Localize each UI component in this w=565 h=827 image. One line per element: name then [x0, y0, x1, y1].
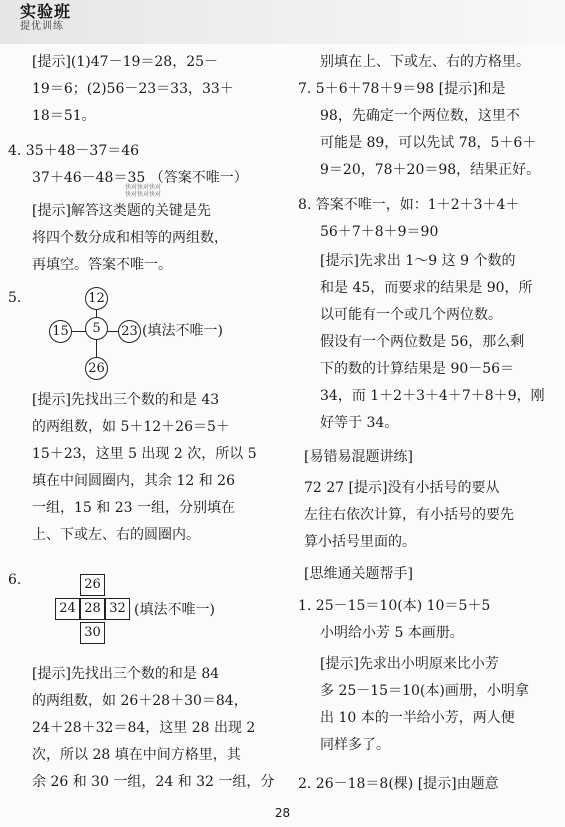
text-line: [提示]先求出小明原来比小芳: [320, 656, 499, 672]
circle-left: 15: [49, 320, 72, 343]
text-line: [思维通关题帮手]: [304, 566, 413, 582]
text-line: 一组，15 和 23 一组，分别填在: [32, 500, 235, 516]
text-line: 15＋23，这里 5 出现 2 次，所以 5: [32, 446, 257, 462]
circle-right: 23: [118, 320, 141, 343]
text-line: [易错易混题讲练]: [304, 449, 413, 465]
box-left: 24: [55, 598, 80, 620]
text-line: 34，而 1＋2＋3＋4＋7＋8＋9，刚: [320, 388, 545, 404]
text-line: 别填在上、下或左、右的方格里。: [320, 54, 530, 70]
text-line: 下的数的计算结果是 90－56＝: [320, 361, 515, 377]
text-line: 和是 45，而要求的结果是 90，所: [320, 280, 533, 296]
text-line: 再填空。答案不唯一。: [32, 257, 172, 273]
text-line: 出 10 本的一半给小芳，两人便: [320, 710, 515, 726]
text-line: 余 26 和 30 一组，24 和 32 一组，分: [32, 774, 275, 790]
text-line: 假设有一个两位数是 56，那么剩: [320, 334, 525, 350]
text-line: 小明给小芳 5 本画册。: [320, 625, 464, 641]
circle-note: (填法不唯一): [142, 323, 223, 339]
text-line: 5.: [8, 290, 22, 306]
header-bar: [0, 0, 565, 44]
text-line: 好等于 34。: [320, 415, 399, 431]
text-line: 同样多了。: [320, 737, 390, 753]
text-line: 多 25－15＝10(本)画册，小明拿: [320, 683, 529, 699]
text-line: 72 27 [提示]没有小括号的要从: [304, 480, 500, 496]
text-line: 4. 35＋48－37＝46: [8, 143, 140, 159]
box-center: 28: [80, 598, 105, 620]
circle-top: 12: [85, 287, 108, 310]
text-line: 98，先确定一个两位数，这里不: [320, 108, 520, 124]
text-line: 可能是 89，可以先试 78，5＋6＋: [320, 135, 537, 151]
box-bottom: 30: [80, 622, 105, 644]
text-line: 18＝51。: [32, 108, 96, 124]
text-line: 2. 26－18＝8(棵) [提示]由题意: [298, 776, 499, 792]
text-line: 次，所以 28 填在中间方格里，其: [32, 747, 241, 763]
text-line: 的两组数，如 5＋12＋26＝5＋: [32, 419, 230, 435]
text-line: 算小括号里面的。: [304, 534, 416, 550]
text-line: 以可能有一个或几个两位数。: [320, 307, 502, 323]
brand-subtitle: 提优训练: [20, 21, 64, 32]
brand-logo: [20, 3, 71, 33]
text-line: 的两组数，如 26＋28＋30＝84，: [32, 693, 248, 709]
text-line: 7. 5＋6＋78＋9＝98 [提示]和是: [298, 81, 506, 97]
text-line: 56＋7＋8＋9＝90: [320, 224, 439, 240]
text-line: [提示](1)47－19＝28，25－: [32, 54, 219, 70]
text-line: 8. 答案不唯一，如：1＋2＋3＋4＋: [298, 197, 520, 213]
small-watermark-note: 快对快对快对: [125, 184, 162, 191]
box-top: 26: [80, 574, 105, 596]
text-line: 将四个数分成和相等的两组数，: [32, 230, 228, 246]
text-line: 上、下或左、右的圆圈内。: [32, 527, 200, 543]
text-line: 6.: [8, 572, 22, 588]
text-line: 37＋46－48＝35 （答案不唯一）: [32, 170, 248, 186]
text-line: 19＝6；(2)56－23＝33，33＋: [32, 81, 234, 97]
circle-center: 5: [85, 317, 108, 340]
page-number: 28: [274, 806, 291, 820]
text-line: 填在中间圆圈内，其余 12 和 26: [32, 473, 235, 489]
box-note: (填法不唯一): [134, 602, 215, 618]
text-line: [提示]先求出 1～9 这 9 个数的: [320, 253, 516, 269]
brand-title: 实验班: [20, 2, 72, 21]
box-right: 32: [105, 598, 130, 620]
text-line: 9＝20，78＋20＝98，结果正好。: [320, 162, 541, 178]
text-line: [提示]解答这类题的关键是先: [32, 203, 211, 219]
small-watermark-note: 快对快对快对: [125, 191, 162, 198]
text-line: 左往右依次计算，有小括号的要先: [304, 507, 514, 523]
text-line: 24＋28＋32＝84，这里 28 出现 2: [32, 720, 256, 736]
text-line: [提示]先找出三个数的和是 43: [32, 392, 220, 408]
text-line: 1. 25－15＝10(本) 10＝5＋5: [298, 598, 491, 614]
circle-bottom: 26: [85, 357, 108, 380]
text-line: [提示]先找出三个数的和是 84: [32, 666, 220, 682]
